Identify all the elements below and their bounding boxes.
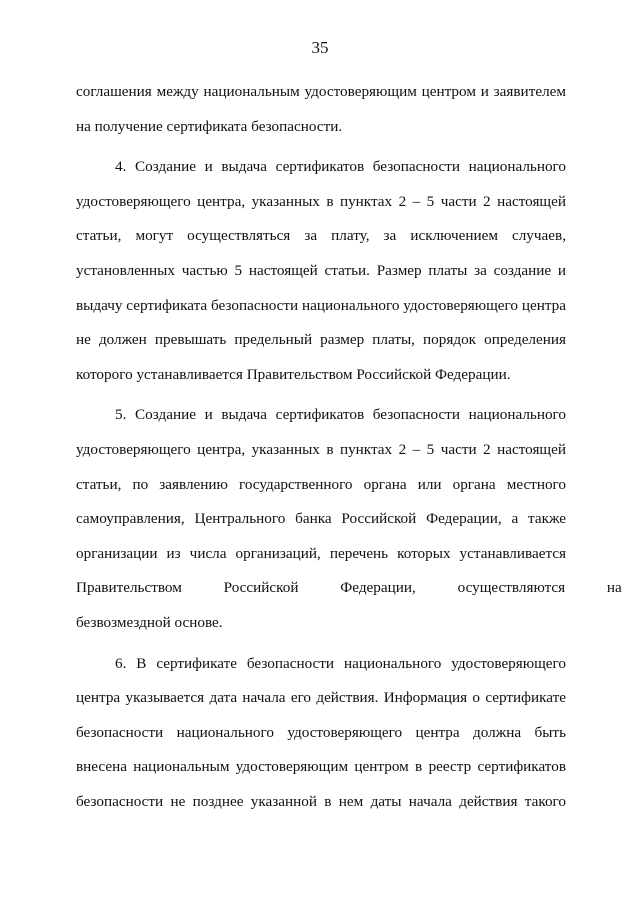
text-line: соглашения между национальным удостоверяющим центром и заявителем — [76, 83, 566, 100]
document-body — [76, 75, 622, 819]
text-line: установленных частью 5 настоящей статьи. Размер платы за создание и — [76, 261, 566, 279]
paragraph-item-5 — [76, 398, 622, 640]
text-line: внесена национальным удостоверяющим центром в реестр сертификатов — [76, 758, 566, 776]
text-line: 5. Создание и выдача сертификатов безопасности национального — [115, 406, 566, 424]
text-line: удостоверяющего центра, указанных в пунктах 2 – 5 части 2 настоящей — [76, 192, 566, 210]
text-line: безопасности не позднее указанной в нем даты начала действия такого — [76, 792, 566, 810]
text-line: не должен превышать предельный размер платы, порядок определения — [76, 331, 566, 349]
text-line: Правительством Российской Федерации, осуществляются на — [76, 579, 622, 597]
text-line: статьи, по заявлению государственного органа или органа местного — [76, 475, 566, 493]
text-line: 6. В сертификате безопасности национального удостоверяющего — [115, 654, 566, 672]
text-line: выдачу сертификата безопасности национального удостоверяющего центра — [76, 296, 566, 314]
text-line: удостоверяющего центра, указанных в пунктах 2 – 5 части 2 настоящей — [76, 440, 566, 458]
text-line: которого устанавливается Правительством Российской Федерации. — [76, 365, 511, 383]
text-line: безопасности национального удостоверяющего центра должна быть — [76, 723, 566, 741]
text-line: на получение сертификата безопасности. — [76, 117, 343, 135]
page-number: 35 — [311, 38, 329, 57]
text-line: статьи, могут осуществляться за плату, за исключением случаев, — [76, 227, 566, 245]
text-line: самоуправления, Центрального банка Российской Федерации, а также — [76, 510, 566, 528]
paragraph-item-6 — [76, 647, 566, 820]
paragraph-item-4 — [76, 150, 566, 392]
text-line: организации из числа организаций, перечень которых устанавливается — [76, 544, 566, 562]
paragraph-continuation — [76, 75, 566, 144]
text-line: центра указывается дата начала его действия. Информация о сертификате — [76, 689, 566, 707]
text-line: 4. Создание и выдача сертификатов безопасности национального — [115, 158, 566, 176]
text-line: безвозмездной основе. — [76, 613, 223, 631]
